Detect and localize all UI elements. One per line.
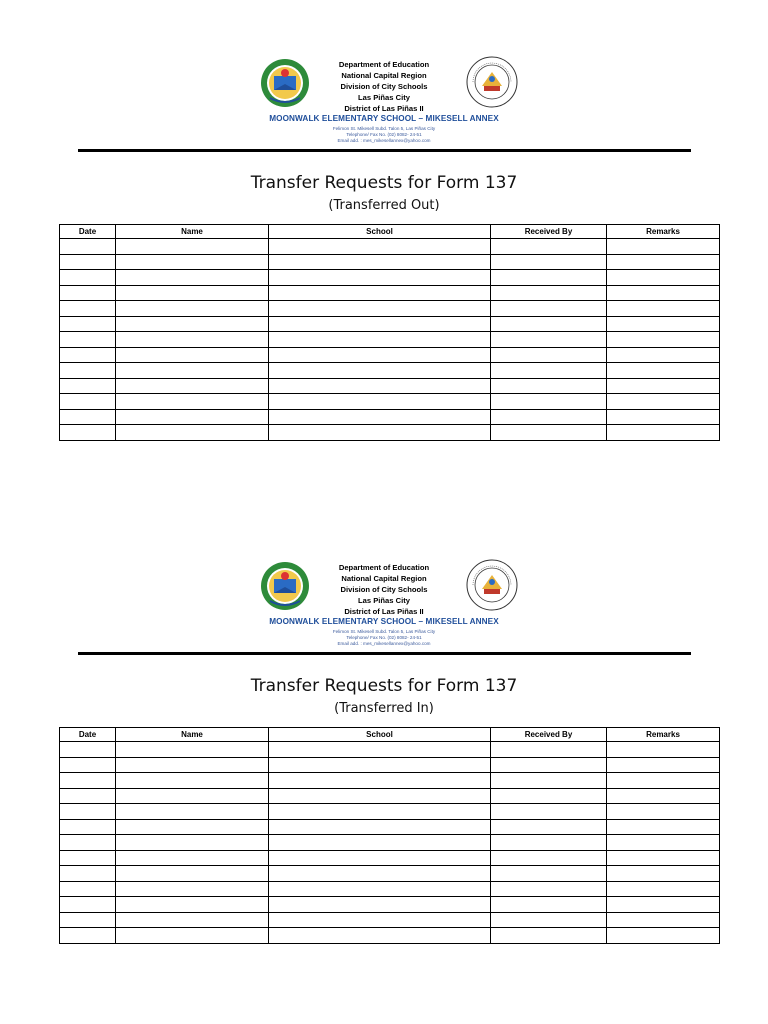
header-line: District of Las Piñas II bbox=[344, 607, 424, 616]
table-cell-remarks[interactable] bbox=[607, 270, 720, 286]
table-cell-date[interactable] bbox=[60, 301, 116, 317]
table-cell-date[interactable] bbox=[60, 316, 116, 332]
school-email: Email add. : mes_mikesellannex@yahoo.com bbox=[337, 641, 431, 646]
table-row bbox=[60, 850, 720, 866]
table-row bbox=[60, 819, 720, 835]
table-row bbox=[60, 804, 720, 820]
table-cell-remarks[interactable] bbox=[607, 819, 720, 835]
table-cell-received-by[interactable] bbox=[491, 316, 607, 332]
table-cell-received-by[interactable] bbox=[491, 270, 607, 286]
form-title: Transfer Requests for Form 137 bbox=[250, 173, 518, 193]
table-cell-date[interactable] bbox=[60, 804, 116, 820]
table-cell-date[interactable] bbox=[60, 773, 116, 789]
school-telephone: Telephone/ Fax No. (02) 8082- 24-51 bbox=[346, 132, 422, 137]
column-header-date: Date bbox=[60, 728, 116, 742]
column-header-school: School bbox=[269, 728, 491, 742]
table-cell-name[interactable] bbox=[116, 881, 269, 897]
table-cell-name[interactable] bbox=[116, 239, 269, 255]
table-row bbox=[60, 928, 720, 944]
table-cell-name[interactable] bbox=[116, 897, 269, 913]
table-cell-school[interactable] bbox=[269, 804, 491, 820]
table-cell-name[interactable] bbox=[116, 347, 269, 363]
table-cell-date[interactable] bbox=[60, 881, 116, 897]
table-cell-remarks[interactable] bbox=[607, 394, 720, 410]
table-cell-remarks[interactable] bbox=[607, 425, 720, 441]
table-cell-name[interactable] bbox=[116, 378, 269, 394]
header-line: Division of City Schools bbox=[340, 82, 428, 91]
table-cell-date[interactable] bbox=[60, 394, 116, 410]
table-cell-school[interactable] bbox=[269, 773, 491, 789]
header-line: Division of City Schools bbox=[340, 585, 428, 594]
column-header-school: School bbox=[269, 225, 491, 239]
table-row bbox=[60, 270, 720, 286]
table-cell-school[interactable] bbox=[269, 378, 491, 394]
table-cell-remarks[interactable] bbox=[607, 928, 720, 944]
form-subtitle: (Transferred Out) bbox=[328, 198, 440, 213]
table-cell-name[interactable] bbox=[116, 850, 269, 866]
table-cell-name[interactable] bbox=[116, 757, 269, 773]
table-cell-received-by[interactable] bbox=[491, 881, 607, 897]
table-cell-name[interactable] bbox=[116, 301, 269, 317]
table-row bbox=[60, 332, 720, 348]
table-cell-name[interactable] bbox=[116, 285, 269, 301]
transfer-table bbox=[59, 727, 720, 944]
table-cell-date[interactable] bbox=[60, 254, 116, 270]
table-cell-received-by[interactable] bbox=[491, 850, 607, 866]
table-header-row bbox=[60, 728, 720, 742]
header-line: District of Las Piñas II bbox=[344, 104, 424, 113]
table-cell-school[interactable] bbox=[269, 866, 491, 882]
table-cell-school[interactable] bbox=[269, 835, 491, 851]
table-row bbox=[60, 866, 720, 882]
table-cell-school[interactable] bbox=[269, 881, 491, 897]
school-address: Felimon St. Mikesell Subd. Talon 5, Las Piñas City bbox=[332, 629, 436, 634]
table-cell-school[interactable] bbox=[269, 912, 491, 928]
table-cell-date[interactable] bbox=[60, 757, 116, 773]
table-cell-remarks[interactable] bbox=[607, 254, 720, 270]
table-cell-remarks[interactable] bbox=[607, 332, 720, 348]
table-row bbox=[60, 757, 720, 773]
table-row bbox=[60, 788, 720, 804]
table-cell-school[interactable] bbox=[269, 897, 491, 913]
table-body bbox=[60, 742, 720, 944]
table-cell-received-by[interactable] bbox=[491, 897, 607, 913]
table-cell-received-by[interactable] bbox=[491, 378, 607, 394]
table-cell-school[interactable] bbox=[269, 363, 491, 379]
table-cell-school[interactable] bbox=[269, 301, 491, 317]
table-row bbox=[60, 773, 720, 789]
table-cell-name[interactable] bbox=[116, 363, 269, 379]
column-header-received-by: Received By bbox=[491, 728, 607, 742]
table-row bbox=[60, 347, 720, 363]
table-cell-received-by[interactable] bbox=[491, 804, 607, 820]
table-cell-received-by[interactable] bbox=[491, 425, 607, 441]
table-cell-received-by[interactable] bbox=[491, 239, 607, 255]
column-header-date: Date bbox=[60, 225, 116, 239]
school-email: Email add. : mes_mikesellannex@yahoo.com bbox=[337, 138, 431, 143]
table-cell-name[interactable] bbox=[116, 270, 269, 286]
header-line: National Capital Region bbox=[341, 71, 427, 80]
table-cell-remarks[interactable] bbox=[607, 316, 720, 332]
table-cell-remarks[interactable] bbox=[607, 866, 720, 882]
table-cell-remarks[interactable] bbox=[607, 912, 720, 928]
table-cell-received-by[interactable] bbox=[491, 394, 607, 410]
header-line: Department of Education bbox=[338, 60, 430, 69]
table-cell-school[interactable] bbox=[269, 285, 491, 301]
table-cell-date[interactable] bbox=[60, 332, 116, 348]
table-cell-name[interactable] bbox=[116, 394, 269, 410]
table-cell-school[interactable] bbox=[269, 270, 491, 286]
table-cell-received-by[interactable] bbox=[491, 788, 607, 804]
column-header-remarks: Remarks bbox=[607, 225, 720, 239]
table-cell-remarks[interactable] bbox=[607, 742, 720, 758]
table-cell-school[interactable] bbox=[269, 757, 491, 773]
table-row bbox=[60, 835, 720, 851]
table-cell-date[interactable] bbox=[60, 897, 116, 913]
table-cell-remarks[interactable] bbox=[607, 897, 720, 913]
table-cell-received-by[interactable] bbox=[491, 409, 607, 425]
table-cell-received-by[interactable] bbox=[491, 285, 607, 301]
table-cell-date[interactable] bbox=[60, 850, 116, 866]
table-cell-date[interactable] bbox=[60, 409, 116, 425]
table-cell-name[interactable] bbox=[116, 928, 269, 944]
table-cell-name[interactable] bbox=[116, 912, 269, 928]
table-cell-remarks[interactable] bbox=[607, 409, 720, 425]
table-cell-received-by[interactable] bbox=[491, 819, 607, 835]
table-cell-remarks[interactable] bbox=[607, 378, 720, 394]
table-cell-school[interactable] bbox=[269, 819, 491, 835]
table-cell-remarks[interactable] bbox=[607, 788, 720, 804]
table-cell-date[interactable] bbox=[60, 912, 116, 928]
table-cell-name[interactable] bbox=[116, 788, 269, 804]
table-cell-received-by[interactable] bbox=[491, 332, 607, 348]
table-cell-received-by[interactable] bbox=[491, 301, 607, 317]
table-cell-name[interactable] bbox=[116, 866, 269, 882]
table-row bbox=[60, 301, 720, 317]
table-cell-received-by[interactable] bbox=[491, 835, 607, 851]
table-row bbox=[60, 912, 720, 928]
table-cell-date[interactable] bbox=[60, 788, 116, 804]
table-cell-received-by[interactable] bbox=[491, 742, 607, 758]
table-cell-school[interactable] bbox=[269, 788, 491, 804]
table-cell-remarks[interactable] bbox=[607, 301, 720, 317]
table-cell-name[interactable] bbox=[116, 254, 269, 270]
school-telephone: Telephone/ Fax No. (02) 8082- 24-51 bbox=[346, 635, 422, 640]
table-cell-remarks[interactable] bbox=[607, 363, 720, 379]
table-cell-school[interactable] bbox=[269, 409, 491, 425]
table-row bbox=[60, 239, 720, 255]
table-row bbox=[60, 285, 720, 301]
table-cell-remarks[interactable] bbox=[607, 285, 720, 301]
table-cell-name[interactable] bbox=[116, 425, 269, 441]
table-cell-received-by[interactable] bbox=[491, 928, 607, 944]
table-cell-date[interactable] bbox=[60, 425, 116, 441]
table-cell-received-by[interactable] bbox=[491, 866, 607, 882]
table-cell-remarks[interactable] bbox=[607, 804, 720, 820]
table-cell-remarks[interactable] bbox=[607, 850, 720, 866]
table-cell-date[interactable] bbox=[60, 239, 116, 255]
header-divider bbox=[78, 149, 691, 152]
table-cell-school[interactable] bbox=[269, 254, 491, 270]
header-line: Las Piñas City bbox=[358, 93, 410, 102]
table-cell-school[interactable] bbox=[269, 742, 491, 758]
form-title: Transfer Requests for Form 137 bbox=[250, 676, 518, 696]
table-row bbox=[60, 897, 720, 913]
table-cell-received-by[interactable] bbox=[491, 912, 607, 928]
table-cell-school[interactable] bbox=[269, 425, 491, 441]
header-line: Las Piñas City bbox=[358, 596, 410, 605]
column-header-name: Name bbox=[116, 728, 269, 742]
school-address: Felimon St. Mikesell Subd. Talon 5, Las Piñas City bbox=[332, 126, 436, 131]
form-subtitle: (Transferred In) bbox=[334, 701, 434, 716]
header-line: National Capital Region bbox=[341, 574, 427, 583]
table-row bbox=[60, 378, 720, 394]
table-cell-school[interactable] bbox=[269, 850, 491, 866]
table-cell-remarks[interactable] bbox=[607, 773, 720, 789]
table-cell-school[interactable] bbox=[269, 239, 491, 255]
table-cell-date[interactable] bbox=[60, 866, 116, 882]
table-cell-date[interactable] bbox=[60, 835, 116, 851]
table-cell-date[interactable] bbox=[60, 819, 116, 835]
table-cell-name[interactable] bbox=[116, 316, 269, 332]
table-cell-date[interactable] bbox=[60, 270, 116, 286]
table-cell-date[interactable] bbox=[60, 363, 116, 379]
table-row bbox=[60, 881, 720, 897]
table-cell-remarks[interactable] bbox=[607, 239, 720, 255]
table-row bbox=[60, 316, 720, 332]
table-cell-remarks[interactable] bbox=[607, 757, 720, 773]
header-line: Department of Education bbox=[338, 563, 430, 572]
table-cell-name[interactable] bbox=[116, 742, 269, 758]
table-cell-received-by[interactable] bbox=[491, 773, 607, 789]
table-row bbox=[60, 363, 720, 379]
school-name: MOONWALK ELEMENTARY SCHOOL – MIKESELL ANNEX bbox=[269, 617, 499, 626]
table-cell-remarks[interactable] bbox=[607, 881, 720, 897]
table-cell-school[interactable] bbox=[269, 347, 491, 363]
table-row bbox=[60, 394, 720, 410]
table-cell-name[interactable] bbox=[116, 835, 269, 851]
table-row bbox=[60, 409, 720, 425]
table-cell-received-by[interactable] bbox=[491, 757, 607, 773]
table-cell-remarks[interactable] bbox=[607, 835, 720, 851]
table-row bbox=[60, 742, 720, 758]
table-row bbox=[60, 425, 720, 441]
table-cell-date[interactable] bbox=[60, 928, 116, 944]
transfer-table bbox=[59, 224, 720, 441]
table-cell-name[interactable] bbox=[116, 804, 269, 820]
table-cell-date[interactable] bbox=[60, 378, 116, 394]
table-cell-school[interactable] bbox=[269, 394, 491, 410]
column-header-name: Name bbox=[116, 225, 269, 239]
table-cell-received-by[interactable] bbox=[491, 254, 607, 270]
header-divider bbox=[78, 652, 691, 655]
table-cell-name[interactable] bbox=[116, 332, 269, 348]
table-cell-date[interactable] bbox=[60, 285, 116, 301]
table-cell-date[interactable] bbox=[60, 742, 116, 758]
table-cell-school[interactable] bbox=[269, 316, 491, 332]
table-cell-school[interactable] bbox=[269, 332, 491, 348]
table-cell-name[interactable] bbox=[116, 409, 269, 425]
table-cell-name[interactable] bbox=[116, 773, 269, 789]
table-cell-remarks[interactable] bbox=[607, 347, 720, 363]
table-body bbox=[60, 239, 720, 441]
table-cell-received-by[interactable] bbox=[491, 363, 607, 379]
table-cell-name[interactable] bbox=[116, 819, 269, 835]
table-cell-date[interactable] bbox=[60, 347, 116, 363]
column-header-received-by: Received By bbox=[491, 225, 607, 239]
table-row bbox=[60, 254, 720, 270]
table-cell-received-by[interactable] bbox=[491, 347, 607, 363]
table-cell-school[interactable] bbox=[269, 928, 491, 944]
school-name: MOONWALK ELEMENTARY SCHOOL – MIKESELL ANNEX bbox=[269, 114, 499, 123]
table-header-row bbox=[60, 225, 720, 239]
column-header-remarks: Remarks bbox=[607, 728, 720, 742]
